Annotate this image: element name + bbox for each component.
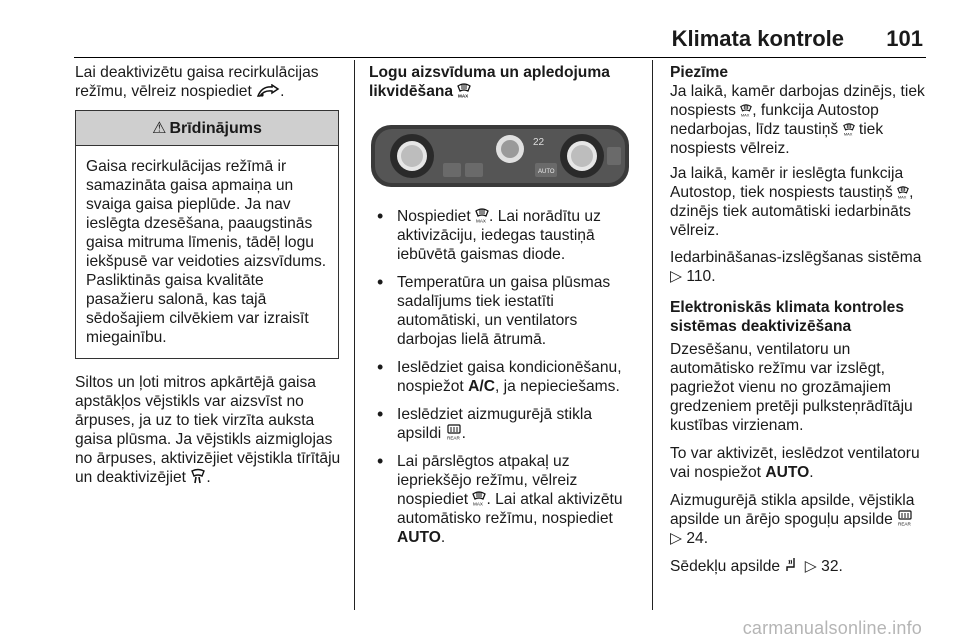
warning-triangle-icon: ⚠ xyxy=(152,119,167,137)
max-defrost-icon xyxy=(897,185,909,199)
defrost-heading: Logu aizsvīduma un apledojuma likvidēšana MAX xyxy=(369,64,610,100)
note-body xyxy=(670,82,932,240)
seat-heating-reference: Sēdekļu apsilde ▷ 32. xyxy=(670,558,843,575)
deactivation-paragraph: Dzesēšanu, ventilatoru un automātisko režīmu var izslēgt, pagriežot vienu no grozāmajiem gredzeniem pretēji pulksteņrādītāju kustības virzienam. xyxy=(670,341,913,434)
note-title: Piezīme xyxy=(670,64,729,81)
svg-text:MAX: MAX xyxy=(897,194,907,199)
stop-start-reference: Iedarbināšanas-izslēgšanas sistēma ▷ 110. xyxy=(670,249,922,285)
seat-heating-icon xyxy=(784,557,800,573)
rear-window-heating-icon xyxy=(446,424,462,440)
warning-box xyxy=(75,110,339,359)
recirculation-intro: Lai deaktivizētu gaisa recirkulācijas režīmu, vēlreiz nospiediet . xyxy=(75,64,319,100)
svg-text:AUTO: AUTO xyxy=(538,169,555,175)
svg-text:MAX: MAX xyxy=(476,218,486,223)
warning-header xyxy=(76,111,338,146)
recirculation-icon xyxy=(256,84,280,98)
windscreen-airflow-icon xyxy=(190,468,206,484)
panel-seat-button xyxy=(607,147,621,165)
reference-arrow-icon: ▷ xyxy=(670,530,682,547)
note-paragraph-1: Ja laikā, kamēr darbojas dzinējs, tiek nospiests MAX , funkcija Autostop nedarbojas, līdz taustiņš MAX tiek nospiests vēlreiz. xyxy=(670,83,925,157)
column-2 xyxy=(369,63,637,556)
auto-label: AUTO xyxy=(397,529,441,546)
max-defrost-icon xyxy=(457,82,471,98)
max-defrost-icon xyxy=(472,490,486,506)
panel-button-1 xyxy=(443,163,461,177)
list-item: • Lai pārslēgtos atpakaļ uz iepriekšējo režīmu, vēlreiz nospiediet MAX . Lai atkal aktivizētu automātisko režīmu, nospiediet AUTO. xyxy=(377,451,623,546)
rear-window-heating-icon xyxy=(897,510,913,526)
max-defrost-icon xyxy=(740,103,752,117)
warning-text: Gaisa recirkulācijas režīmā ir samazināta gaisa apmaiņa un svaiga gaisa pieplūde. Ja nav ieslēgta dzesēšana, paaugstinās gaisa mitruma līmenis, tādēļ logu iekšpusē var veidoties aizsvīdums. Pasliktinās gaisa kvalitāte pasažieru salonā, kas tajā sēdošajiem cilvēkiem var izraisīt miegainību. xyxy=(86,158,327,346)
header-divider xyxy=(74,57,926,58)
defrost-steps-list xyxy=(369,207,637,547)
column-divider-2 xyxy=(652,60,653,610)
activation-paragraph: To var aktivizēt, ieslēdzot ventilatoru vai nospiežot AUTO. xyxy=(670,445,920,481)
column-divider-1 xyxy=(354,60,355,610)
page-number: 101 xyxy=(886,26,923,51)
svg-text:REAR: REAR xyxy=(898,521,911,526)
climate-panel-svg xyxy=(369,119,631,193)
max-defrost-icon xyxy=(843,122,855,136)
list-item: • Ieslēdziet gaisa kondicionēšanu, nospiežot A/C, ja nepieciešams. xyxy=(377,357,622,395)
svg-text:MAX: MAX xyxy=(458,93,469,98)
list-item: • Nospiediet MAX . Lai norādītu uz aktivizāciju, iedegas taustiņā iebūvētā gaismas diode. xyxy=(377,206,601,263)
reference-arrow-icon: ▷ xyxy=(804,558,817,575)
watermark: carmanualsonline.info xyxy=(742,618,922,638)
list-item: • Ieslēdziet aizmugurējā stikla apsildi REAR . xyxy=(377,404,593,442)
heating-reference-paragraph: Aizmugurējā stikla apsilde, vējstikla apsilde un ārējo spoguļu apsilde REAR ▷ 24. xyxy=(670,492,915,547)
reference-arrow-icon: ▷ xyxy=(670,268,682,285)
svg-text:REAR: REAR xyxy=(446,435,460,440)
panel-button-2 xyxy=(465,163,483,177)
page-header xyxy=(0,0,960,60)
column-3 xyxy=(670,63,932,585)
svg-text:MAX: MAX xyxy=(741,112,750,117)
max-defrost-icon xyxy=(475,207,489,223)
windscreen-fog-paragraph: Siltos un ļoti mitros apkārtējā gaisa apstākļos vējstikls var aizsvīst no ārpuses, ja uz to tiek virzīta auksta gaisa plūsma. Ja vējstikls aizmiglojas no ārpuses, aktivizējiet vējstikla tīrītāju un deaktivizējiet . xyxy=(75,374,341,486)
svg-text:MAX: MAX xyxy=(473,501,484,506)
climate-control-panel-image xyxy=(369,119,631,193)
warning-title: Brīdinājums xyxy=(169,119,262,137)
deactivation-heading: Elektroniskās klimata kontroles sistēmas deaktivizēšana xyxy=(670,299,905,335)
page-title: Klimata kontrole xyxy=(671,26,844,51)
note-paragraph-2: Ja laikā, kamēr ir ieslēgta funkcija Autostop, tiek nospiests taustiņš MAX , dzinējs tiek automātiski iedarbināts vēlreiz. xyxy=(670,165,914,239)
list-item: • Temperatūra un gaisa plūsmas sadalījums tiek iestatīti automātiski, un ventilators darbojas lielā ātrumā. xyxy=(377,272,611,348)
svg-text:MAX: MAX xyxy=(843,131,852,136)
column-1 xyxy=(75,63,343,496)
ac-label: A/C xyxy=(468,378,495,395)
auto-label: AUTO xyxy=(765,464,810,481)
panel-temperature-display: 22 xyxy=(533,137,545,148)
